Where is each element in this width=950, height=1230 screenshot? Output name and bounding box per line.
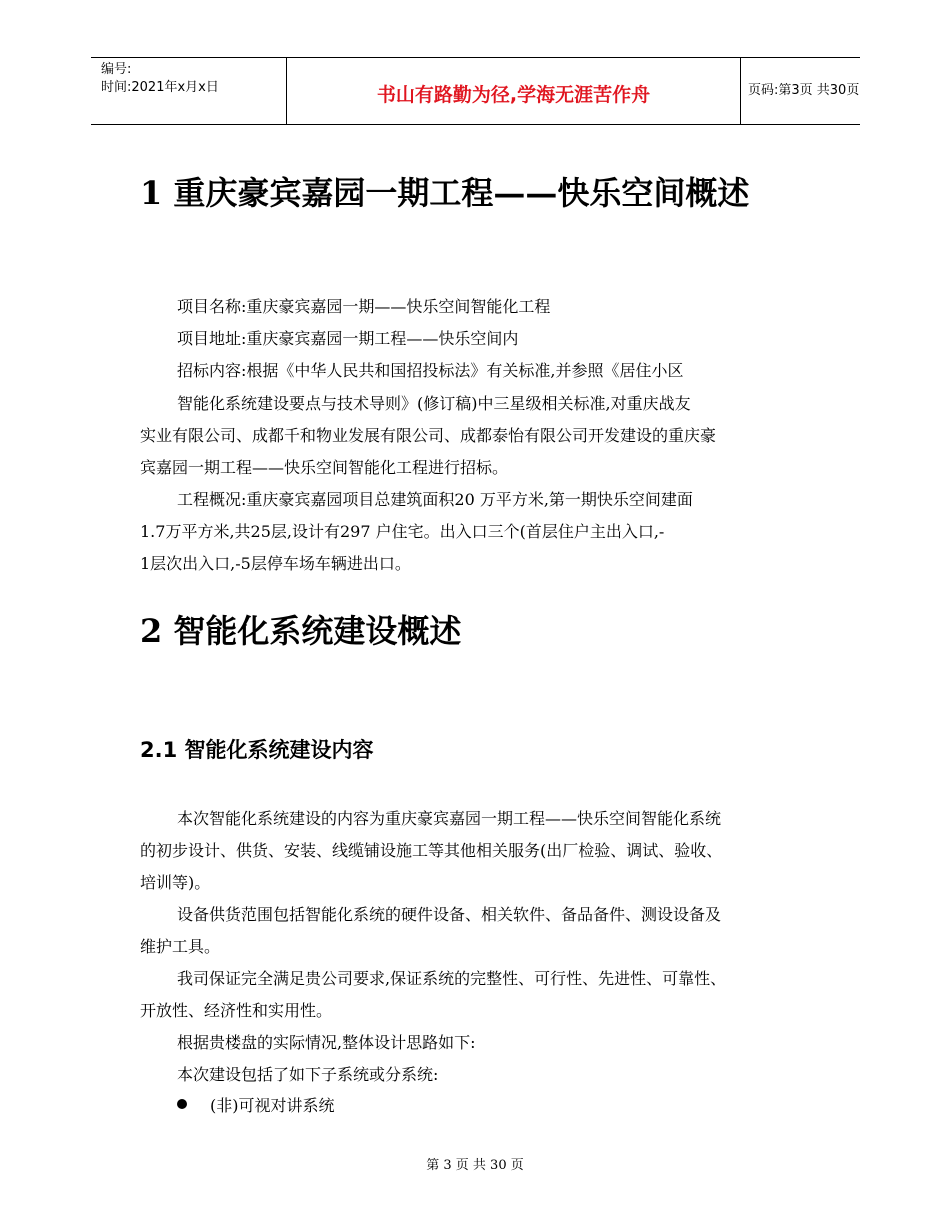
section-2-1-heading: 2.1 智能化系统建设内容 [140,738,374,762]
header-meta [91,58,286,124]
page-footer: 第 3 页 共 30 页 [426,1158,524,1173]
paragraph-line: 设备供货范围包括智能化系统的硬件设备、相关软件、备品备件、测设设备及 [177,905,722,924]
paragraph-line: 招标内容:根据《中华人民共和国招投标法》有关标准,并参照《居住小区 [177,361,684,380]
paragraph-line: 根据贵楼盘的实际情况,整体设计思路如下: [177,1033,476,1052]
paragraph-line: 智能化系统建设要点与技术导则》(修订稿)中三星级相关标准,对重庆战友 [177,394,691,413]
paragraph-line: 1.7万平方米,共25层,设计有297 户住宅。出入口三个(首层住户主出入口,- [140,522,665,541]
paragraph-line: 本次智能化系统建设的内容为重庆豪宾嘉园一期工程——快乐空间智能化系统 [177,809,722,828]
header-motto: 书山有路勤为径,学海无涯苦作舟 [376,84,651,106]
bullet-item: (非)可视对讲系统 [210,1096,335,1115]
header-page-cell [740,58,860,124]
paragraph-line: 的初步设计、供货、安装、线缆铺设施工等其他相关服务(出厂检验、调试、验收、 [140,841,723,860]
paragraph-line: 维护工具。 [140,937,221,956]
paragraph-line: 我司保证完全满足贵公司要求,保证系统的完整性、可行性、先进性、可靠性、 [177,969,727,988]
section-1-heading: 1 重庆豪宾嘉园一期工程——快乐空间概述 [140,174,750,212]
paragraph-line: 开放性、经济性和实用性。 [140,1001,333,1020]
document-time-label: 时间:2021年x月x日 [101,80,219,95]
bullet-icon [177,1099,187,1109]
paragraph-line: 本次建设包括了如下子系统或分系统: [177,1065,439,1084]
header-motto-cell [286,58,741,124]
header-page-code: 页码:第3页 共30页 [748,83,860,98]
section-2-heading: 2 智能化系统建设概述 [140,612,462,650]
paragraph-line: 项目地址:重庆豪宾嘉园一期工程——快乐空间内 [177,329,519,348]
paragraph-line: 实业有限公司、成都千和物业发展有限公司、成都泰怡有限公司开发建设的重庆豪 [140,426,717,445]
document-number-label: 编号: [101,62,132,77]
paragraph-line: 项目名称:重庆豪宾嘉园一期——快乐空间智能化工程 [177,297,551,316]
paragraph-line: 培训等)。 [140,873,211,892]
paragraph-line: 工程概况:重庆豪宾嘉园项目总建筑面积20 万平方米,第一期快乐空间建面 [177,490,693,509]
paragraph-line: 1层次出入口,-5层停车场车辆进出口。 [140,554,411,573]
page-header [91,57,860,125]
paragraph-line: 宾嘉园一期工程——快乐空间智能化工程进行招标。 [140,458,509,477]
